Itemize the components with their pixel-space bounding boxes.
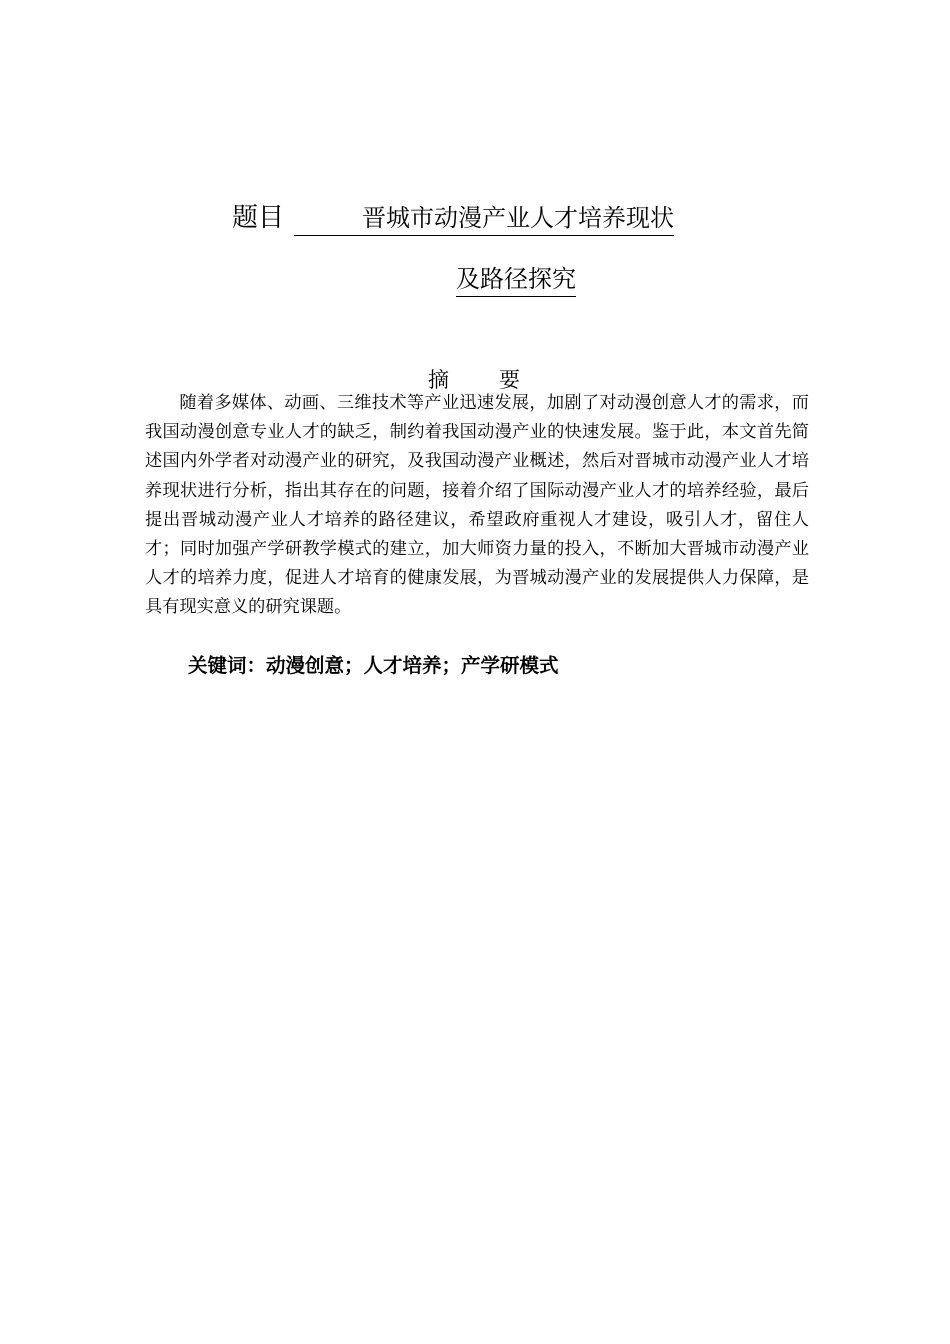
keywords: 关键词：动漫创意；人才培养；产学研模式 [188, 654, 559, 677]
title-line-2: 及路径探究 [456, 262, 576, 297]
title-row [232, 196, 674, 236]
title-line-1: 晋城市动漫产业人才培养现状 [294, 201, 674, 236]
abstract-heading-char-2: 要 [499, 368, 520, 392]
abstract-body: 随着多媒体、动画、三维技术等产业迅速发展，加剧了对动漫创意人才的需求，而我国动漫创意专业人才的缺乏，制约着我国动漫产业的快速发展。鉴于此，本文首先简述国内外学者对动漫产业的研究，及我国动漫产业概述，然后对晋城市动漫产业人才培养现状进行分析，指出其存在的问题，接着介绍了国际动漫产业人才的培养经验，最后提出晋城动漫产业人才培养的路径建议，希望政府重视人才建设，吸引人才，留住人才；同时加强产学研教学模式的建立，加大师资力量的投入，不断加大晋城市动漫产业人才的培养力度，促进人才培育的健康发展，为晋城动漫产业的发展提供人力保障，是具有现实意义的研究课题。 [145, 393, 809, 618]
title-label: 题目 [232, 203, 285, 233]
abstract-heading-char-1: 摘 [428, 368, 449, 392]
